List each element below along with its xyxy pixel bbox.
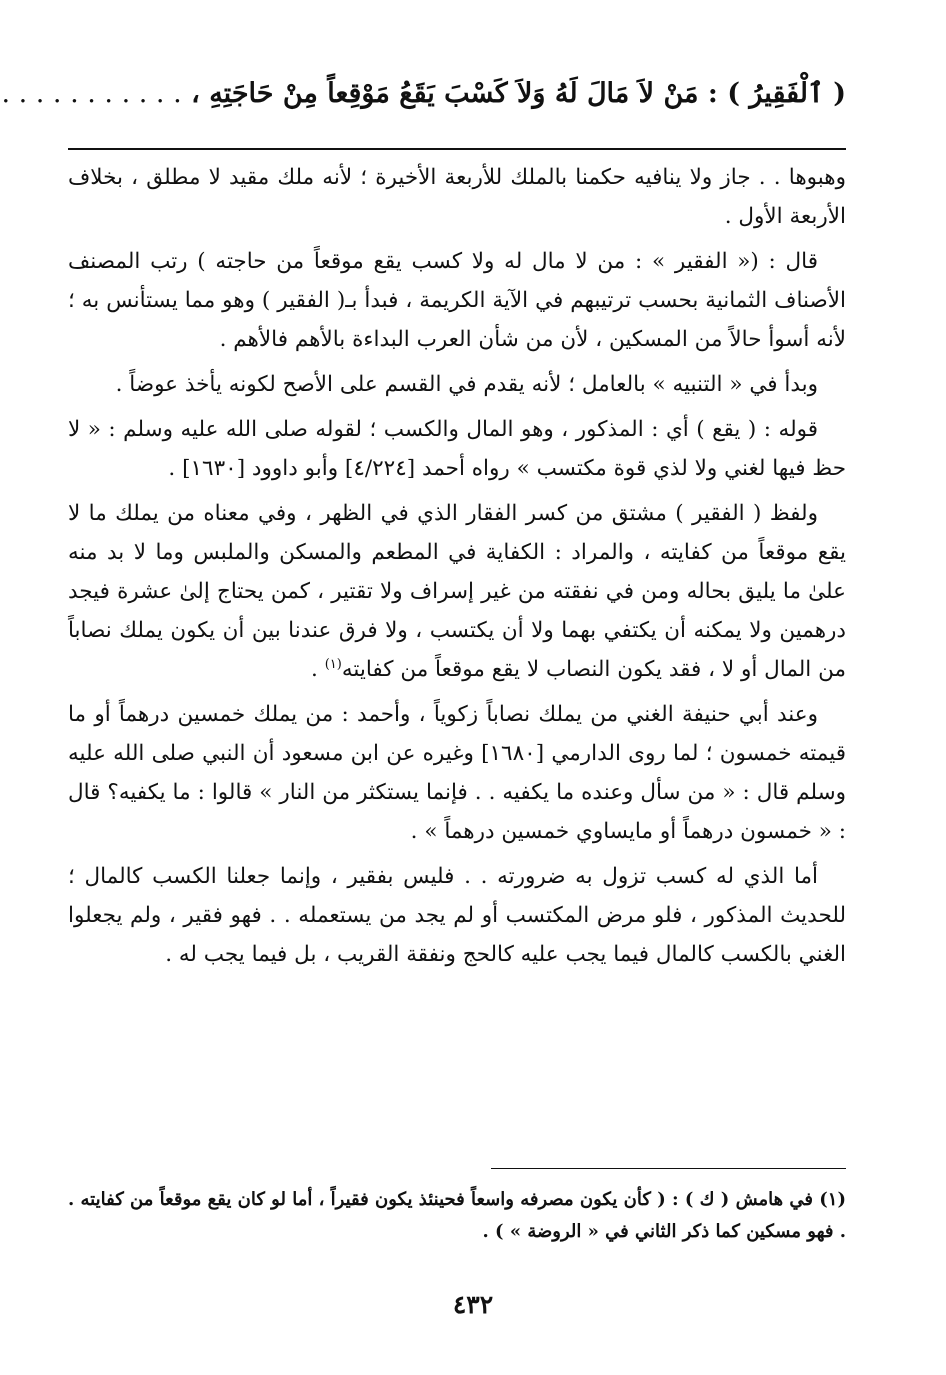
commentary-body xyxy=(68,158,846,980)
paragraph-3: وبدأ في « التنبيه » بالعامل ؛ لأنه يقدم في القسم على الأصح لكونه يأخذ عوضاً . xyxy=(115,372,818,397)
paragraph-6: وعند أبي حنيفة الغني من يملك نصاباً زكوياً ، وأحمد : من يملك خمسين درهماً أو ما قيمته خمسون ؛ لما روى الدارمي [١٦٨٠] وغيره عن ابن مسعود أن النبي صلى الله عليه وسلم قال : « من سأل وعنده ما يكفيه . . فإنما يستكثر من النار » قالوا : ما يكفيه؟ قال : « خمسون درهماً أو مايساوي خمسين درهماً » . xyxy=(68,702,846,844)
paragraph-4: قوله : ( يقع ) أي : المذكور ، وهو المال والكسب ؛ لقوله صلى الله عليه وسلم : « لا حظ فيها لغني ولا لذي قوة مكتسب » رواه أحمد [٤/٢٢٤] وأبو داوود [١٦٣٠] . xyxy=(68,417,846,481)
paragraph-5-text: ولفظ ( الفقير ) مشتق من كسر الفقار الذي في الظهر ، وفي معناه من يملك ما لا يقع موقعاً من كفايته ، والمراد : الكفاية في المطعم والمسكن والملبس وما لا بد منه علىٰ ما يليق بحاله ومن في نفقته من غير إسراف ولا تقتير ، كمن يحتاج إلىٰ عشرة فيجد درهمين ولا يمكنه أن يكتفي بهما ولا أن يكتسب ، ولا فرق عندنا بين أن يكون يملك نصاباً من المال أو لا ، فقد يكون النصاب لا يقع موقعاً من كفايته xyxy=(68,501,846,682)
footnote-divider xyxy=(491,1168,846,1169)
matn-continuation-dots: . . . . . . . . . . . xyxy=(1,78,182,109)
footnote: (١) في هامش ( ك ) : ( كأن يكون مصرفه واسعاً فحينئذ يكون فقيراً ، أما لو كان يقع موقعاً من كفايته . . فهو مسكين كما ذكر الثاني في « الروضة » ) . xyxy=(68,1189,846,1242)
paragraph-2: قال : (« الفقير » : من لا مال له ولا كسب يقع موقعاً من حاجته ) رتب المصنف الأصناف الثمانية بحسب ترتيبهم في الآية الكريمة ، فبدأ بـ( الفقير ) وهو مما يستأنس به ؛ لأنه أسوأ حالاً من المسكين ، لأن من شأن العرب البداءة بالأهم فالأهم . xyxy=(68,249,846,352)
page-number: ٤٣٢ xyxy=(452,1290,494,1319)
paragraph-1: وهبوها . . جاز ولا ينافيه حكمنا بالملك للأربعة الأخيرة ؛ لأنه ملك مقيد لا مطلق ، بخلاف الأربعة الأول . xyxy=(68,165,846,229)
matn-divider xyxy=(68,148,846,150)
footnote-marker: (١) xyxy=(324,656,342,672)
paragraph-7: أما الذي له كسب تزول به ضرورته . . فليس بفقير ، وإنما جعلنا الكسب كالمال ؛ للحديث المذكور ، فلو مرض المكتسب أو لم يجد من يستعمله . . فهو فقير ، ولم يجعلوا الغني بالكسب كالمال فيما يجب عليه كالحج ونفقة القريب ، بل فيما يجب له . xyxy=(68,864,846,967)
matn-heading xyxy=(1,70,846,118)
matn-text: ( ٱلْفَقِيرُ ) : مَنْ لاَ مَالَ لَهُ وَلاَ كَسْبَ يَقَعُ مَوْقِعاً مِنْ حَاجَتِهِ ، xyxy=(191,78,846,109)
paragraph-5: ولفظ ( الفقير ) مشتق من كسر الفقار الذي في الظهر ، وفي معناه من يملك ما لا يقع موقعاً من كفايته ، والمراد : الكفاية في المطعم والمسكن والملبس وما لا بد منه علىٰ ما يليق بحاله ومن في نفقته من غير إسراف ولا تقتير ، كمن يحتاج إلىٰ عشرة فيجد درهمين ولا يمكنه أن يكتفي بهما ولا أن يكتسب ، ولا فرق عندنا بين أن يكون يملك نصاباً من المال أو لا ، فقد يكون النصاب لا يقع موقعاً من كفايته$^{(١)}$ . xyxy=(68,501,846,682)
